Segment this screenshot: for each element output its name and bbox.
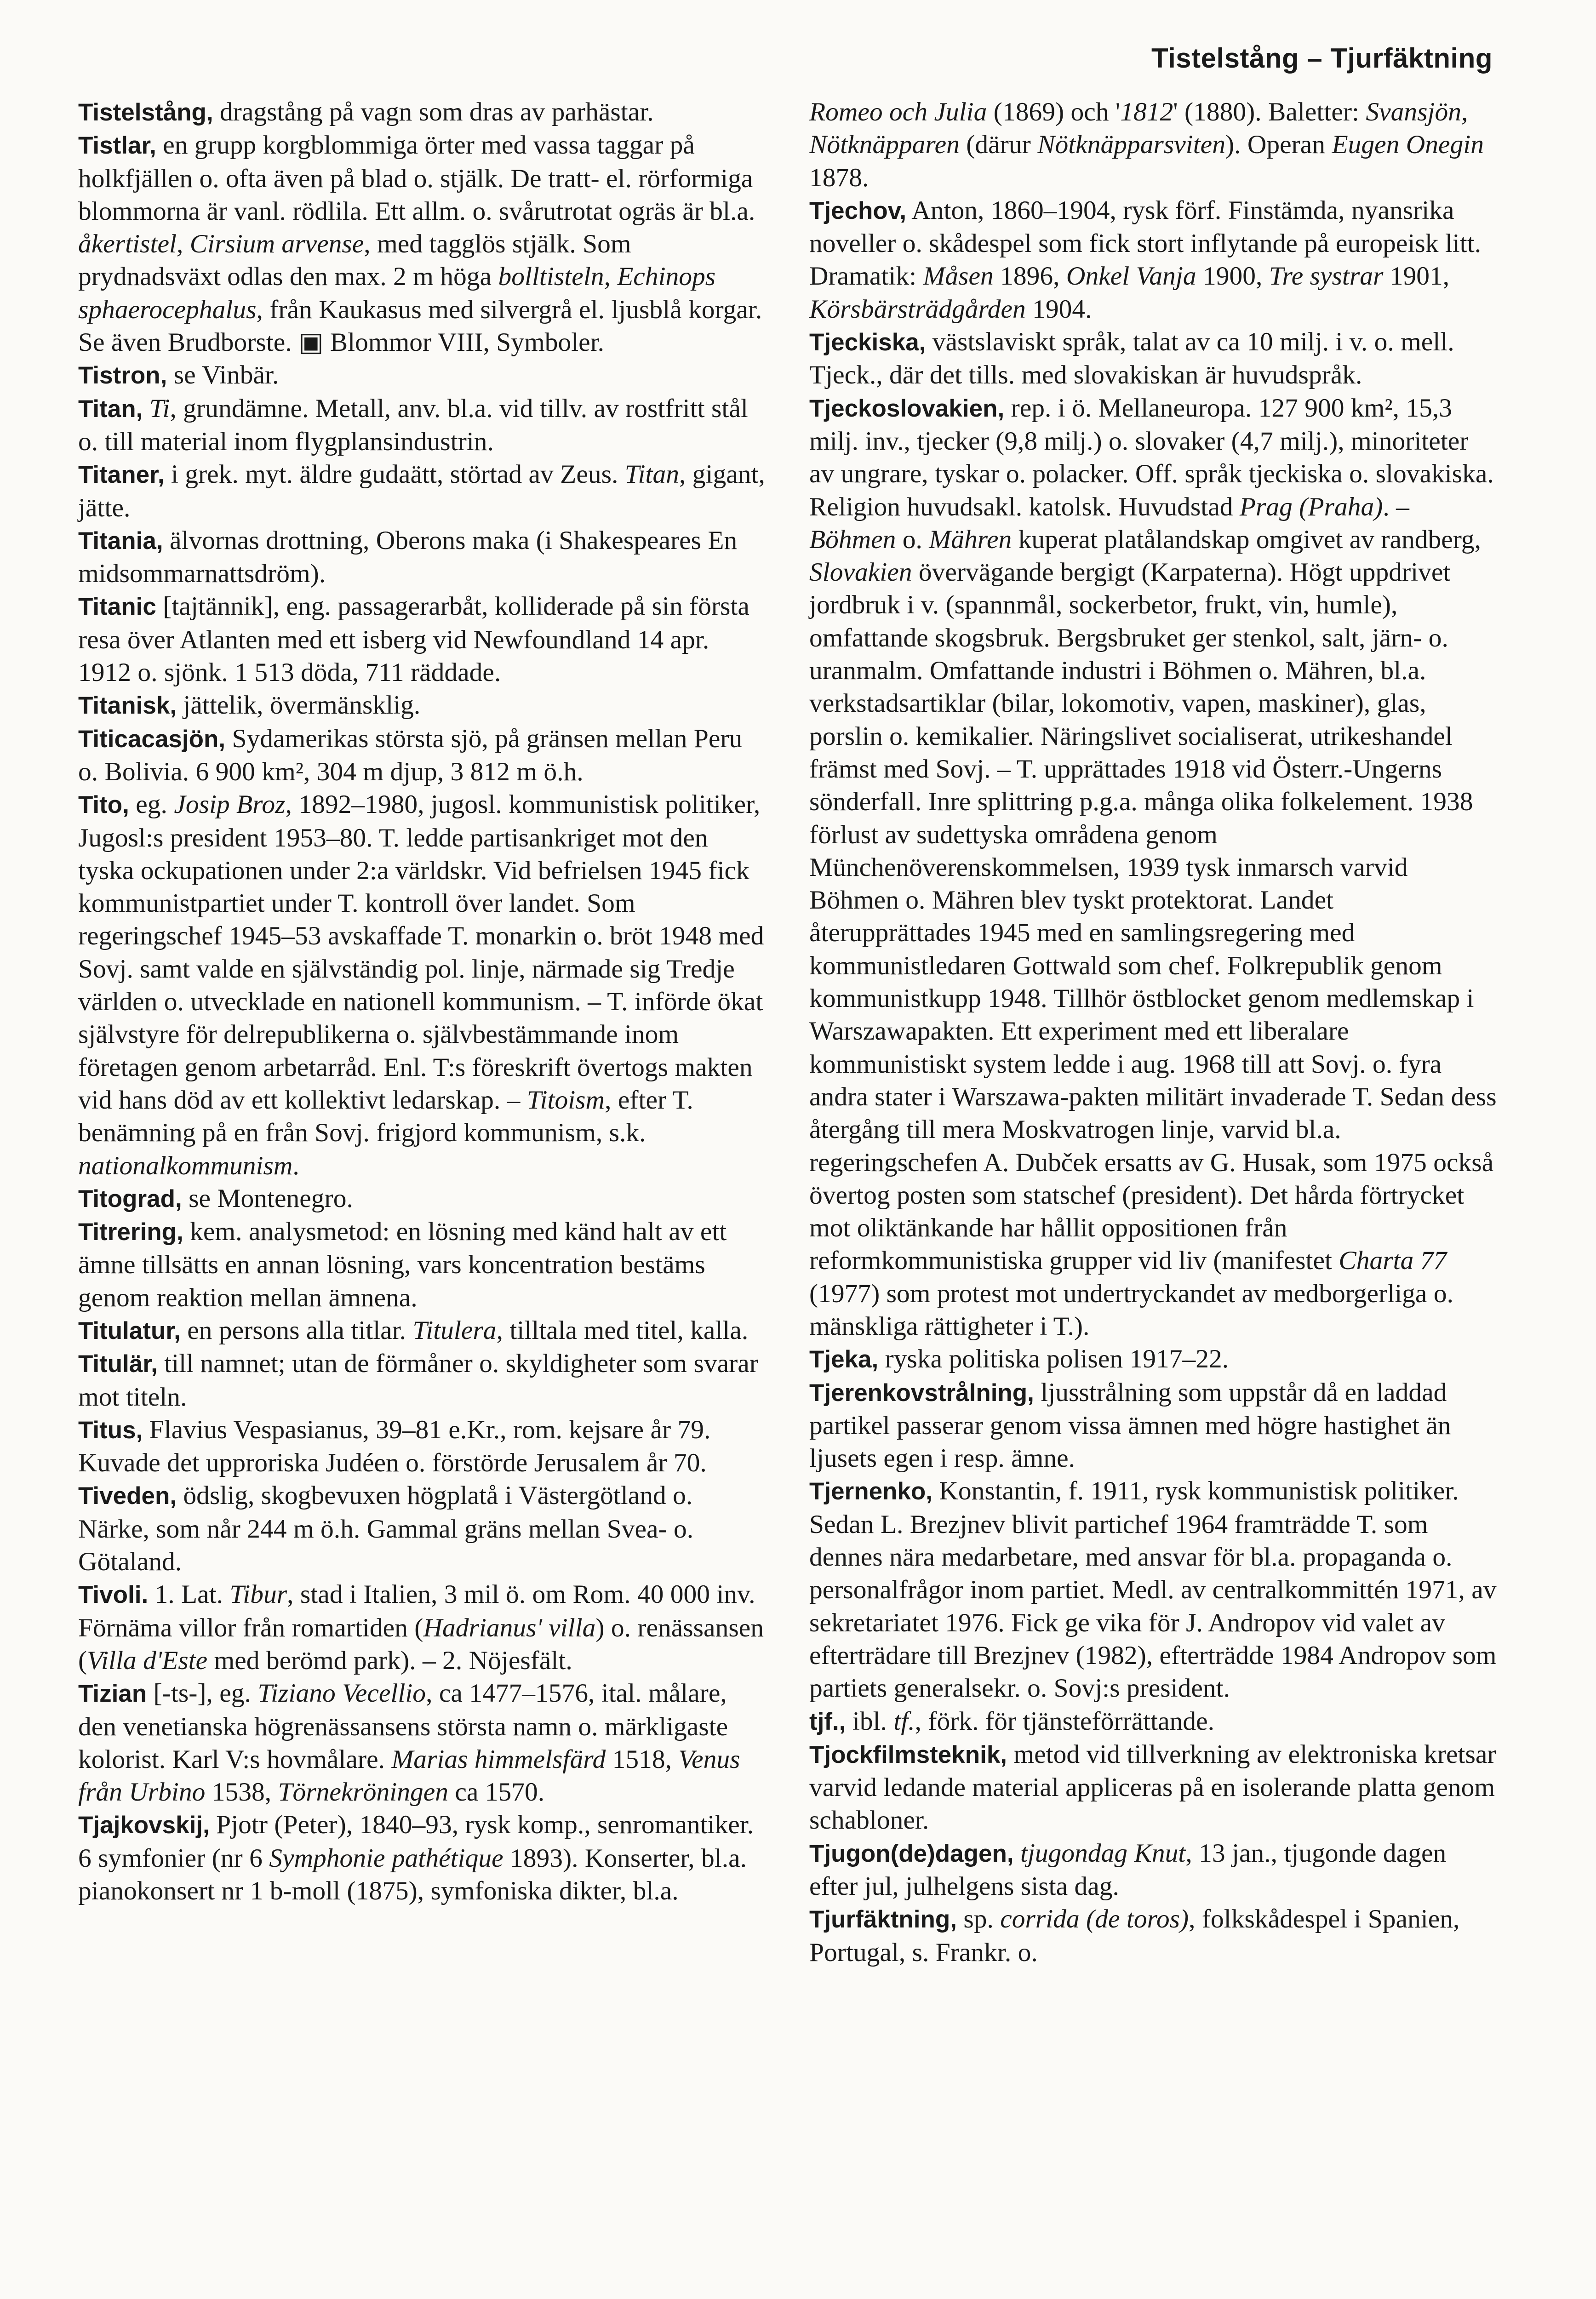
entry-headword: Tjeckoslovakien, [809, 395, 1005, 422]
entry-headword: Titan, [78, 395, 143, 423]
dictionary-entry [78, 359, 766, 392]
entry-headword: Tistelstång, [78, 99, 213, 126]
dictionary-entry [78, 1808, 766, 1907]
entry-headword: Titulär, [78, 1350, 158, 1378]
dictionary-entry [809, 1475, 1497, 1704]
entry-body: ibl. tf., förk. för tjänsteförrättande. [846, 1706, 1215, 1736]
entry-headword: Titulatur, [78, 1317, 181, 1344]
entry-body: älvornas drottning, Oberons maka (i Shakespeares En midsommarnattsdröm). [78, 526, 738, 589]
entry-body: tjugondag Knut, 13 jan., tjugonde dagen efter jul, julhelgens sista dag. [809, 1838, 1447, 1901]
left-column [78, 96, 766, 1907]
entry-body: rep. i ö. Mellaneuropa. 127 900 km², 15,3 milj. inv., tjecker (9,8 milj.) o. slovaker (4,7 milj.), minoriteter av ungrare, tyskar o. polacker. Off. språk tjeckiska o. slovakiska. Religion huvudsakl. katolsk. Huvudstad Prag (Praha). – Böhmen o. Mähren kuperat platålandskap omgivet av randberg, Slovakien övervägande bergigt (Karpaterna). Högt uppdrivet jordbruk i v. (spannmål, sockerbetor, frukt, vin, humle), omfattande skogsbruk. Bergsbruket ger stenkol, salt, järn- o. uranmalm. Omfattande industri i Böhmen o. Mähren, bl.a. verkstadsartiklar (bilar, lokomotiv, vapen, maskiner), glas, porslin o. kemikalier. Näringslivet socialiserat, utrikeshandel främst med Sovj. – T. upprättades 1918 vid Österr.-Ungerns sönderfall. Inre splittring p.g.a. många olika folkelement. 1938 förlust av sudettyska områdena genom Münchenöverenskommelsen, 1939 tysk inmarsch varvid Böhmen o. Mähren blev tyskt protektorat. Landet återupprättades 1945 med en samlingsregering med kommunistledaren Gottwald som chef. Folkrepublik genom kommunistkupp 1948. Tillhör östblocket genom medlemskap i Warszawapakten. Ett experiment med ett liberalare kommunistiskt system ledde i aug. 1968 till att Sovj. o. fyra andra stater i Warszawa-pakten militärt invaderade T. Sedan dess återgång till mera Moskvatrogen linje, varvid bl.a. regeringschefen A. Dubček ersatts av G. Husak, som 1975 också övertog posten som statschef (president). Det hårda förtrycket mot oliktänkande har hållit oppositionen från reformkommunistiska grupper vid liv (manifestet Charta 77 (1977) som protest mot undertryckandet av medborgerliga o. mänskliga rättigheter i T.). [809, 393, 1497, 1341]
entry-body: västslaviskt språk, talat av ca 10 milj. i v. o. mell. Tjeck., där det tills. med slovakiskan är huvudspråk. [809, 327, 1454, 390]
entry-body: 1. Lat. Tibur, stad i Italien, 3 mil ö. om Rom. 40 000 inv. Förnäma villor från romartiden (Hadrianus' villa) o. renässansen (Villa d'Este med berömd park). – 2. Nöjesfält. [78, 1580, 764, 1675]
entry-body: Flavius Vespasianus, 39–81 e.Kr., rom. kejsare år 79. Kuvade det upproriska Judéen o. förstörde Jerusalem år 70. [78, 1415, 711, 1478]
dictionary-entry [809, 1705, 1497, 1738]
entry-headword: Tistlar, [78, 132, 156, 160]
dictionary-entry [78, 788, 766, 1182]
entry-headword: tjf., [809, 1708, 846, 1735]
entry-body: se Montenegro. [182, 1184, 353, 1213]
dictionary-entry [78, 1314, 766, 1347]
entry-body: [-ts-], eg. Tiziano Vecellio, ca 1477–1576, ital. målare, den venetianska högrenässansens största namn o. märkligaste kolorist. Karl V:s hovmålare. Marias himmelsfärd 1518, Venus från Urbino 1538, Törnekröningen ca 1570. [78, 1679, 740, 1807]
entry-body: Konstantin, f. 1911, rysk kommunistisk politiker. Sedan L. Brezjnev blivit partichef 1964 framträdde T. som dennes nära medarbetare, med ansvar för bl.a. propaganda o. personalfrågor inom partiet. Medl. av centralkommittén 1971, av sekretariatet 1976. Fick ge vika för J. Andropov vid valet av efterträdare till Brezjnev (1982), efterträdde 1984 Andropov som partiets generalsekr. o. Sovj:s president. [809, 1476, 1497, 1703]
entry-body: en grupp korgblommiga örter med vassa taggar på holkfjällen o. ofta även på blad o. stjälk. De tratt- el. rörformiga blommorna är vanl. rödlila. Ett allm. o. svårutrotat ogräs är bl.a. åkertistel, Cirsium arvense, med tagglös stjälk. Som prydnadsväxt odlas den max. 2 m höga bolltisteln, Echinops sphaerocephalus, från Kaukasus med silvergrå el. ljusblå korgar. Se även Brudborste. ▣ Blommor VIII, Symboler. [78, 131, 762, 357]
dictionary-entry [809, 326, 1497, 392]
entry-headword: Tjajkovskij, [78, 1812, 210, 1839]
dictionary-entry [78, 392, 766, 458]
entry-headword: Titograd, [78, 1185, 182, 1212]
right-column [809, 96, 1497, 1969]
entry-body: ödslig, skogbevuxen högplatå i Västergötland o. Närke, som når 244 m ö.h. Gammal gräns mellan Svea- o. Götaland. [78, 1481, 694, 1577]
entry-body: en persons alla titlar. Titulera, tilltala med titel, kalla. [180, 1315, 749, 1345]
entry-headword: Tiveden, [78, 1482, 177, 1510]
dictionary-entry [809, 1376, 1497, 1475]
entry-headword: Tjechov, [809, 197, 907, 224]
entry-headword: Tjeka, [809, 1346, 879, 1373]
entry-body: Romeo och Julia (1869) och '1812' (1880). Baletter: Svansjön, Nötknäpparen (därur Nötknäpparsviten). Operan Eugen Onegin 1878. [809, 97, 1484, 192]
dictionary-entry [809, 1343, 1497, 1376]
dictionary-entry [809, 1903, 1497, 1969]
entry-body: kem. analysmetod: en lösning med känd halt av ett ämne tillsätts en annan lösning, vars koncentration bestäms genom reaktion mellan ämnena. [78, 1217, 727, 1312]
entry-body: dragstång på vagn som dras av parhästar. [213, 97, 654, 126]
entry-body: Sydamerikas största sjö, på gränsen mellan Peru o. Bolivia. 6 900 km², 304 m djup, 3 812 m ö.h. [78, 724, 743, 786]
entry-body: jättelik, övermänsklig. [177, 691, 421, 720]
dictionary-entry [78, 1413, 766, 1480]
entry-headword: Tistron, [78, 362, 167, 389]
entry-body: [tajtännik], eng. passagerarbåt, kolliderade på sin första resa över Atlanten med ett isberg vid Newfoundland 14 apr. 1912 o. sjönk. 1 513 döda, 711 räddade. [78, 592, 749, 687]
entry-body: se Vinbär. [167, 360, 279, 390]
dictionary-entry [809, 1738, 1497, 1837]
running-head: Tistelstång – Tjurfäktning [1151, 43, 1493, 74]
dictionary-entry [809, 194, 1497, 326]
dictionary-entry [78, 1215, 766, 1314]
entry-headword: Tjeckiska, [809, 329, 926, 356]
dictionary-entry [78, 689, 766, 722]
entry-headword: Titicacasjön, [78, 725, 226, 753]
entry-body: Anton, 1860–1904, rysk förf. Finstämda, nyansrika noveller o. skådespel som fick stort inflytande på europeisk litt. Dramatik: Måsen 1896, Onkel Vanja 1900, Tre systrar 1901, Körsbärsträdgården 1904. [809, 195, 1482, 324]
dictionary-entry [809, 96, 1497, 194]
entry-body: ljusstrålning som uppstår då en laddad partikel passerar genom vissa ämnen med högre hastighet än ljusets egen i resp. ämne. [809, 1378, 1451, 1473]
entry-headword: Tjerenkovstrålning, [809, 1379, 1034, 1407]
entry-body: Ti, grundämne. Metall, anv. bl.a. vid tillv. av rostfritt stål o. till material inom flygplansindustrin. [78, 394, 748, 456]
entry-headword: Titanisk, [78, 692, 177, 720]
entry-headword: Tjockfilmsteknik, [809, 1741, 1007, 1768]
entry-body: i grek. myt. äldre gudaätt, störtad av Zeus. Titan, gigant, jätte. [78, 460, 765, 522]
entry-body: metod vid tillverkning av elektroniska kretsar varvid ledande material appliceras på en isolerande platta genom schabloner. [809, 1739, 1496, 1835]
dictionary-entry [809, 392, 1497, 1343]
dictionary-entry [78, 129, 766, 359]
entry-headword: Titrering, [78, 1218, 183, 1246]
entry-headword: Tivoli. [78, 1581, 149, 1609]
entry-headword: Tjernenko, [809, 1478, 933, 1505]
entry-headword: Titaner, [78, 461, 165, 489]
dictionary-entry [78, 96, 766, 129]
entry-body: eg. Josip Broz, 1892–1980, jugosl. kommunistisk politiker, Jugosl:s president 1953–80. T. ledde partisankriget mot den tyska ockupationen under 2:a världskr. Vid befrielsen 1945 fick kommunistpartiet under T. kontroll över landet. Som regeringschef 1945–53 avskaffade T. monarkin o. bröt 1948 med Sovj. samt valde en självständig pol. linje, närmade sig Tredje världen o. utvecklade en nationell kommunism. – T. införde ökat självstyre för delrepublikerna o. självbestämmande inom företagen genom arbetarråd. Enl. T:s föreskrift övertogs makten vid hans död av ett kollektivt ledarskap. – Titoism, efter T. benämning på en från Sovj. frigjord kommunism, s.k. nationalkommunism. [78, 790, 764, 1180]
dictionary-entry [78, 1182, 766, 1215]
dictionary-entry [78, 1578, 766, 1677]
dictionary-entry [78, 524, 766, 590]
dictionary-entry [78, 722, 766, 789]
entry-headword: Tjurfäktning, [809, 1906, 957, 1933]
entry-body: sp. corrida (de toros), folkskådespel i Spanien, Portugal, s. Frankr. o. [809, 1904, 1460, 1967]
entry-body: Pjotr (Peter), 1840–93, rysk komp., senromantiker. 6 symfonier (nr 6 Symphonie pathétique 1893). Konserter, bl.a. pianokonsert nr 1 b-moll (1875), symfoniska dikter, bl.a. [78, 1810, 754, 1906]
dictionary-entry [78, 1677, 766, 1808]
entry-headword: Titus, [78, 1416, 143, 1444]
dictionary-entry [78, 590, 766, 689]
entry-headword: Tizian [78, 1680, 147, 1708]
entry-headword: Titania, [78, 527, 163, 555]
entry-body: till namnet; utan de förmåner o. skyldigheter som svarar mot titeln. [78, 1349, 758, 1412]
dictionary-entry [78, 1347, 766, 1413]
dictionary-entry [78, 458, 766, 524]
entry-headword: Tito, [78, 791, 129, 819]
dictionary-entry [78, 1479, 766, 1578]
entry-headword: Titanic [78, 593, 156, 621]
dictionary-entry [809, 1837, 1497, 1903]
entry-headword: Tjugon(de)dagen, [809, 1840, 1014, 1867]
entry-body: ryska politiska polisen 1917–22. [878, 1344, 1229, 1374]
